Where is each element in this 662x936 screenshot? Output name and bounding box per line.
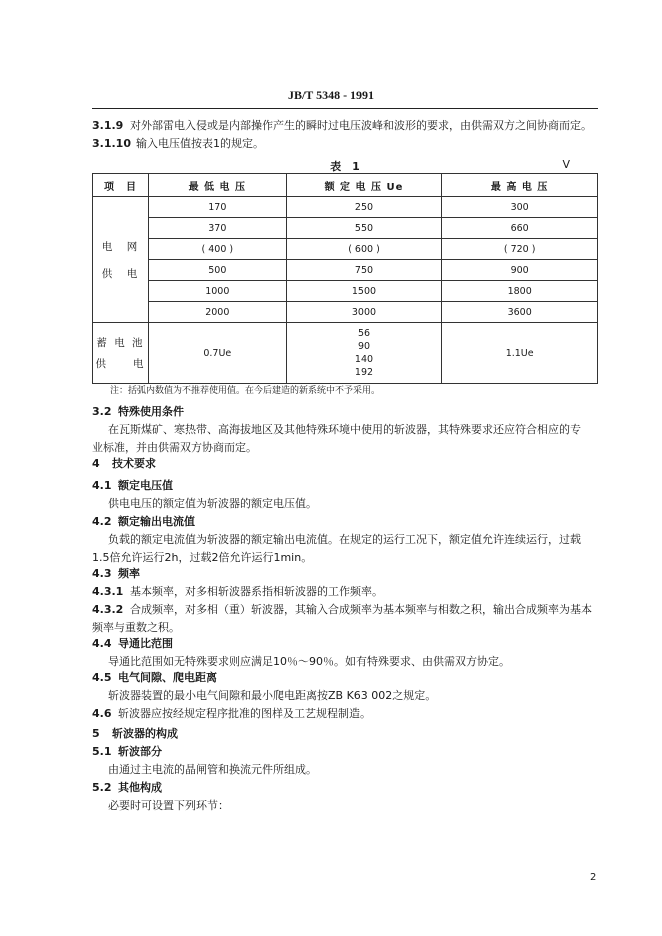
paragraph-line: 频率与重数之积。 <box>92 621 180 634</box>
table-row-battery <box>93 323 598 384</box>
header-rule <box>92 108 598 109</box>
label-line: 蓄 电 池 <box>96 337 145 349</box>
section-title: 额定输出电流值 <box>118 515 195 528</box>
section-4-2-heading <box>92 514 195 530</box>
section-4-1-heading <box>92 478 173 494</box>
table-row <box>93 239 598 260</box>
section-5-heading <box>92 726 178 742</box>
section-number: 4.1 <box>92 479 112 492</box>
section-number: 4 <box>92 457 100 470</box>
table-row <box>93 197 598 218</box>
table-cell: 3000 <box>286 302 442 323</box>
table-header-row <box>93 174 598 197</box>
table-cell: 1000 <box>148 281 286 302</box>
clause-text: 基本频率，对多相斩波器系指相斩波器的工作频率。 <box>130 585 383 598</box>
paragraph-line: 负载的额定电流值为斩波器的额定输出电流值。在规定的运行工况下，额定值允许连续运行，过载 <box>108 533 581 546</box>
section-3-2-heading <box>92 404 184 420</box>
table-cell: 550 <box>286 218 442 239</box>
table-value: 90 <box>357 341 371 352</box>
section-title: 技术要求 <box>112 457 156 470</box>
paragraph-line: 导通比范围如无特殊要求则应满足10％～90％。如有特殊要求、由供需双方协定。 <box>108 655 510 668</box>
grid-supply-label <box>93 197 149 323</box>
battery-rated-cell <box>286 323 442 384</box>
table-title: 表 1 <box>330 160 360 173</box>
section-4-4-heading <box>92 636 173 652</box>
section-number: 5.1 <box>92 745 112 758</box>
table-cell: 660 <box>442 218 598 239</box>
header-cell: 最 高 电 压 <box>442 174 598 197</box>
table-cell: 170 <box>148 197 286 218</box>
section-title: 其他构成 <box>118 781 162 794</box>
paragraph-line: 在瓦斯煤矿、寒热带、高海拔地区及其他特殊环境中使用的斩波器，其特殊要求还应符合相应的专 <box>108 423 581 436</box>
section-4-3-heading <box>92 566 140 582</box>
table-value: 140 <box>354 354 374 365</box>
table-value: 192 <box>354 367 374 378</box>
table-cell: 1800 <box>442 281 598 302</box>
section-4-heading <box>92 456 156 472</box>
clause-3-1-9 <box>92 118 592 134</box>
paragraph-line: 供电电压的额定值为斩波器的额定电压值。 <box>108 497 317 510</box>
clause-4-3-2 <box>92 602 592 618</box>
label-line: 电 网 <box>101 240 140 253</box>
table-note: 注：括弧内数值为不推荐使用值。在今后建造的新系统中不予采用。 <box>110 386 381 396</box>
table-cell: 2000 <box>148 302 286 323</box>
paragraph-line: 斩波器装置的最小电气间隙和最小爬电距离按ZB K63 002之规定。 <box>108 689 437 702</box>
paragraph-line: 必要时可设置下列环节： <box>108 799 229 812</box>
section-title: 电气间隙、爬电距离 <box>118 671 217 684</box>
section-title: 频率 <box>118 567 140 580</box>
table-cell: 1.1Ue <box>442 323 598 384</box>
section-title: 斩波器的构成 <box>112 727 178 740</box>
clause-number: 3.1.9 <box>92 119 124 132</box>
clause-number: 4.3.1 <box>92 585 124 598</box>
section-number: 4.6 <box>92 707 112 720</box>
table-value: 56 <box>357 328 371 339</box>
table-row <box>93 218 598 239</box>
section-5-2-heading <box>92 780 162 796</box>
section-4-5-heading <box>92 670 217 686</box>
table-cell: ( 600 ) <box>286 239 442 260</box>
clause-text: 斩波器应按经规定程序批准的图样及工艺规程制造。 <box>118 707 371 720</box>
table-row <box>93 281 598 302</box>
section-title: 特殊使用条件 <box>118 405 184 418</box>
table-cell: 900 <box>442 260 598 281</box>
clause-text: 对外部雷电入侵或是内部操作产生的瞬时过电压波峰和波形的要求，由供需双方之间协商而定。 <box>130 119 592 132</box>
battery-supply-label <box>93 323 149 384</box>
table-cell: 3600 <box>442 302 598 323</box>
table-cell: 370 <box>148 218 286 239</box>
section-number: 5 <box>92 727 100 740</box>
table-cell: 250 <box>286 197 442 218</box>
section-number: 3.2 <box>92 405 112 418</box>
clause-number: 3.1.10 <box>92 137 131 150</box>
voltage-table <box>92 173 598 384</box>
table-cell: 750 <box>286 260 442 281</box>
table-row <box>93 302 598 323</box>
document-header: JB/T 5348 - 1991 <box>287 88 375 102</box>
header-cell: 额 定 电 压 Ue <box>286 174 442 197</box>
paragraph-line: 1.5倍允许运行2h，过载2倍允许运行1min。 <box>92 551 313 564</box>
section-number: 4.2 <box>92 515 112 528</box>
paragraph-line: 由通过主电流的晶闸管和换流元件所组成。 <box>108 763 317 776</box>
label-line: 供 电 <box>101 267 140 280</box>
table-cell: 0.7Ue <box>148 323 286 384</box>
clause-3-1-10 <box>92 136 264 152</box>
clause-text: 合成频率，对多相（重）斩波器，其输入合成频率为基本频率与相数之积，输出合成频率为基本 <box>130 603 592 616</box>
table-cell: 500 <box>148 260 286 281</box>
header-cell: 最 低 电 压 <box>148 174 286 197</box>
table-cell: 300 <box>442 197 598 218</box>
paragraph-line: 业标准，并由供需双方协商而定。 <box>92 441 257 454</box>
section-number: 5.2 <box>92 781 112 794</box>
table-cell: ( 400 ) <box>148 239 286 260</box>
section-number: 4.4 <box>92 637 112 650</box>
clause-4-3-1 <box>92 584 383 600</box>
section-number: 4.5 <box>92 671 112 684</box>
header-cell: 项 目 <box>93 174 149 197</box>
table-row <box>93 260 598 281</box>
page-number: 2 <box>590 872 597 883</box>
table-unit: V <box>562 158 570 171</box>
label-line: 供 电 <box>95 358 146 370</box>
section-title: 斩波部分 <box>118 745 162 758</box>
section-title: 额定电压值 <box>118 479 173 492</box>
section-5-1-heading <box>92 744 162 760</box>
clause-number: 4.3.2 <box>92 603 124 616</box>
section-title: 导通比范围 <box>118 637 173 650</box>
table-cell: 1500 <box>286 281 442 302</box>
section-4-6 <box>92 706 371 722</box>
table-cell: ( 720 ) <box>442 239 598 260</box>
section-number: 4.3 <box>92 567 112 580</box>
clause-text: 输入电压值按表1的规定。 <box>136 137 264 150</box>
